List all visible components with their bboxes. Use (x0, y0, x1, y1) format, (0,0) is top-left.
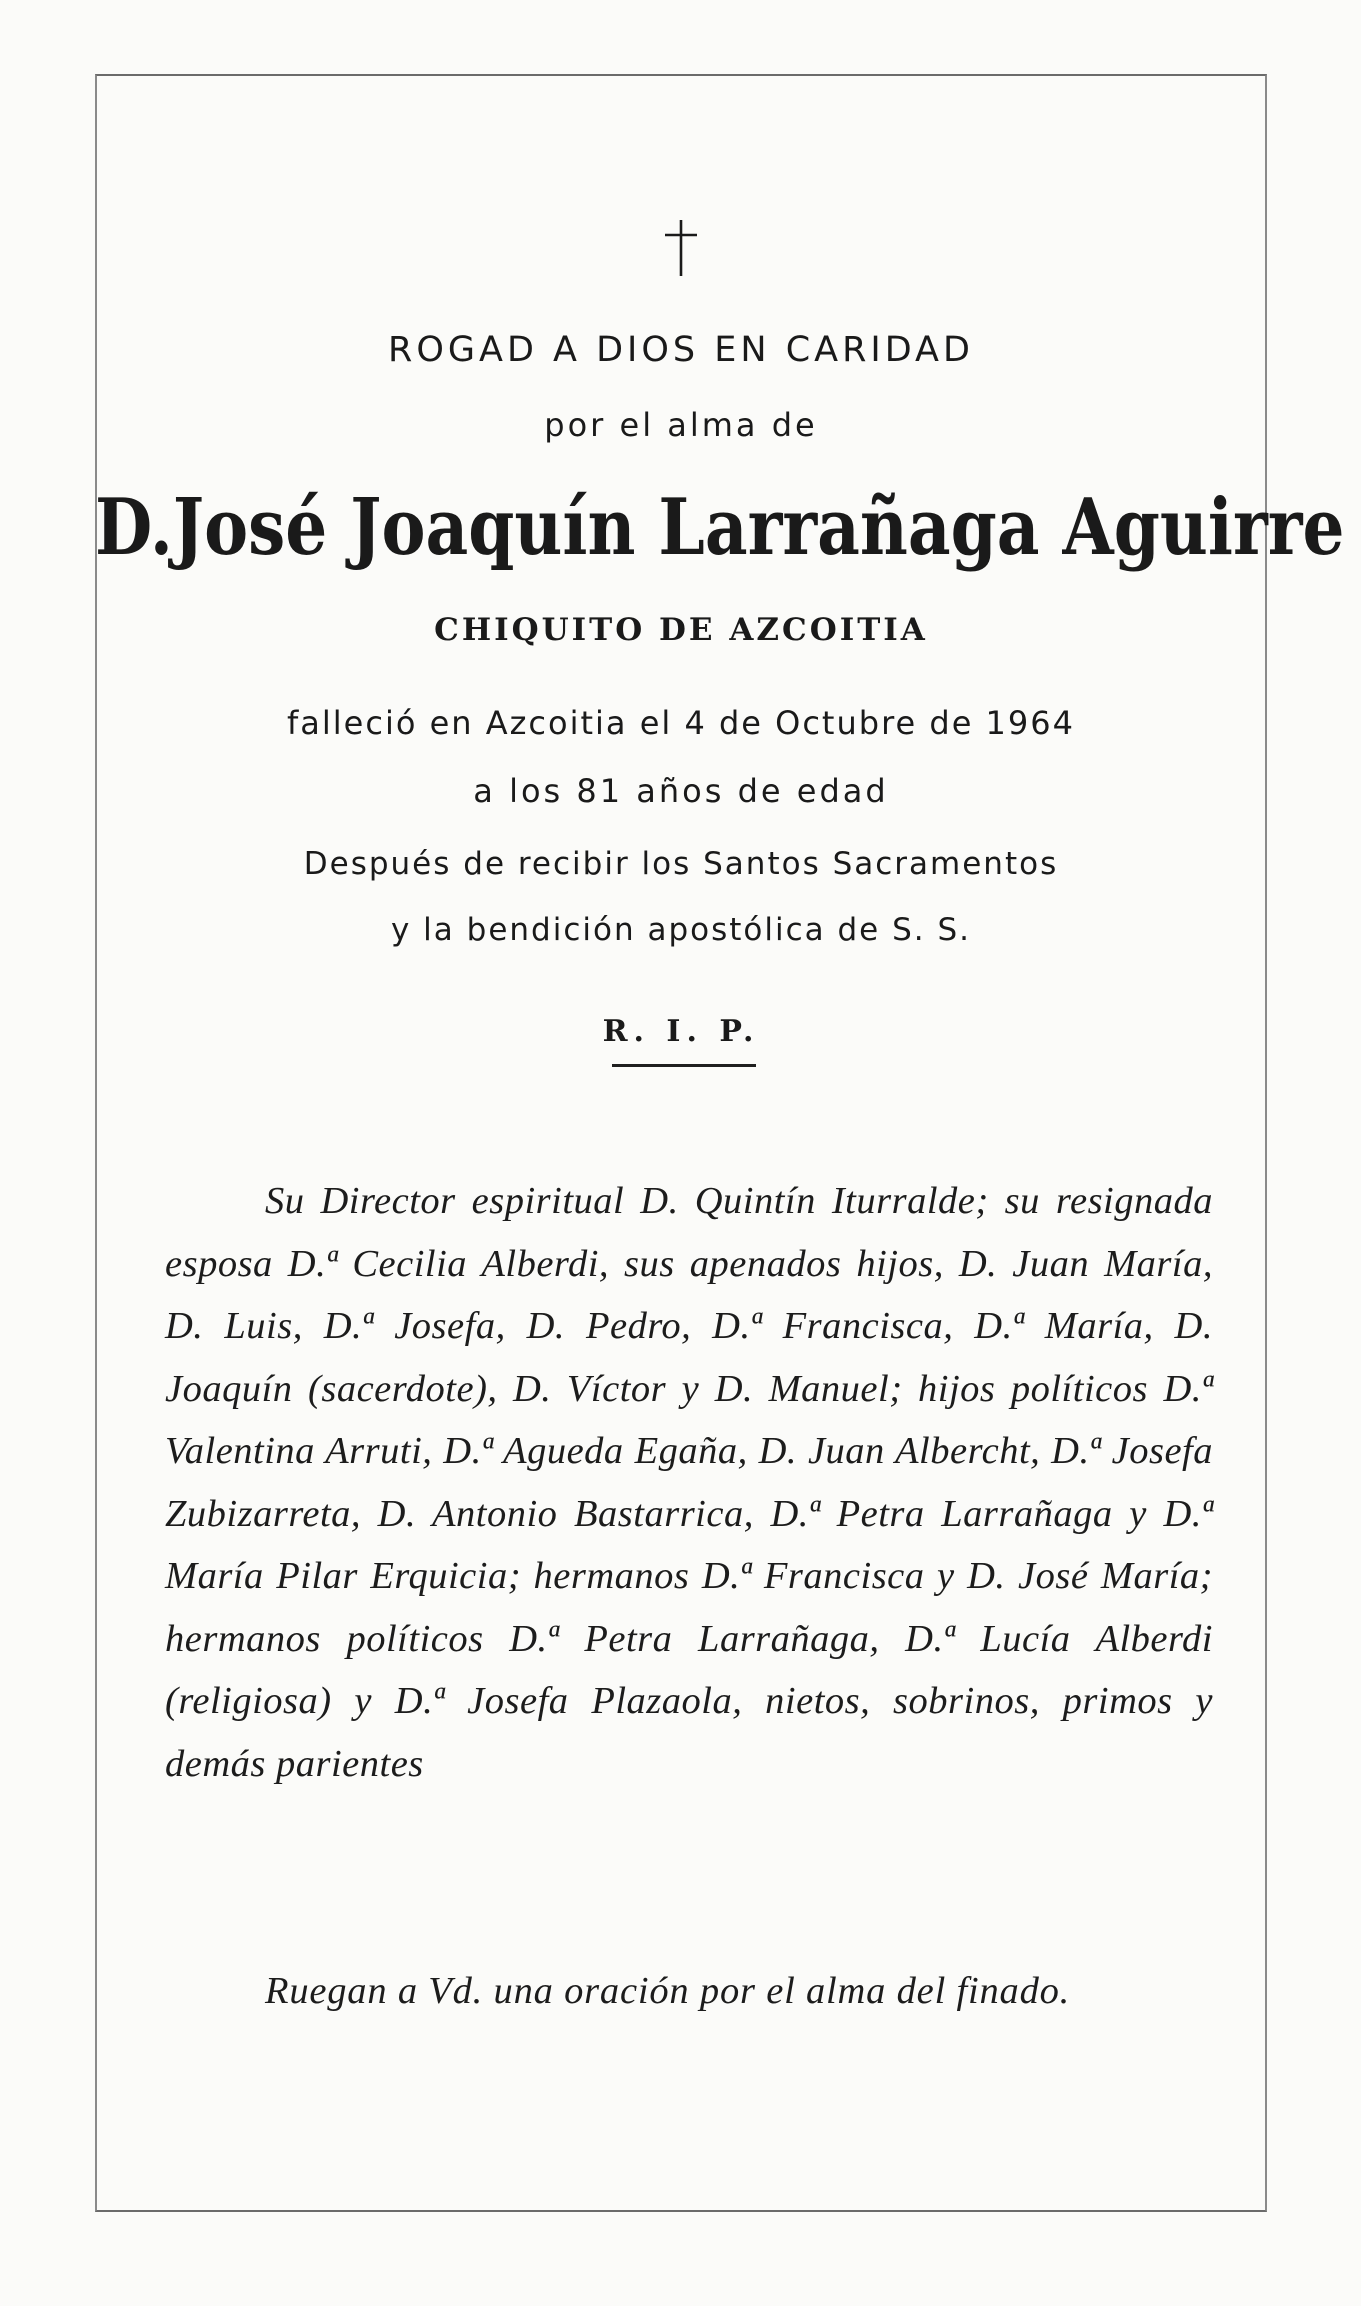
mourners-paragraph: Su Director espiritual D. Quintín Iturralde; su resignada esposa D.ª Cecilia Alberdi, sus apenados hijos, D. Juan María, D. Luis, D.ª Josefa, D. Pedro, D.ª Francisca, D.ª María, D. Joaquín (sacerdote), D. Víctor y D. Manuel; hijos políticos D.ª Valentina Arruti, D.ª Agueda Egaña, D. Juan Albercht, D.ª Josefa Zubizarreta, D. Antonio Bastarrica, D.ª Petra Larrañaga y D.ª María Pilar Erquicia; hermanos D.ª Francisca y D. José María; hermanos políticos D.ª Petra Larrañaga, D.ª Lucía Alberdi (religiosa) y D.ª Josefa Plazaola, nietos, sobrinos, primos y demás parientes (165, 1180, 1213, 1785)
deceased-nickname: CHIQUITO DE AZCOITIA (434, 612, 928, 648)
blessing-line: y la bendición apostólica de S. S. (390, 912, 972, 948)
deceased-name: D.José Joaquín Larrañaga Aguirre (95, 480, 1345, 574)
for-soul-line: por el alma de (544, 406, 818, 444)
death-line: falleció en Azcoitia el 4 de Octubre de 1964 (287, 704, 1075, 742)
card-border (95, 74, 1345, 2212)
cross-icon (95, 218, 1267, 298)
rip-label: R. I. P. (602, 1014, 760, 1049)
rip-underline (612, 1064, 756, 1067)
closing-line: Ruegan a Vd. una oración por el alma del finado. (265, 1970, 1071, 2012)
invocation-heading: ROGAD A DIOS EN CARIDAD (388, 330, 974, 370)
age-line: a los 81 años de edad (473, 772, 889, 810)
sacraments-line: Después de recibir los Santos Sacramentos (303, 846, 1059, 882)
